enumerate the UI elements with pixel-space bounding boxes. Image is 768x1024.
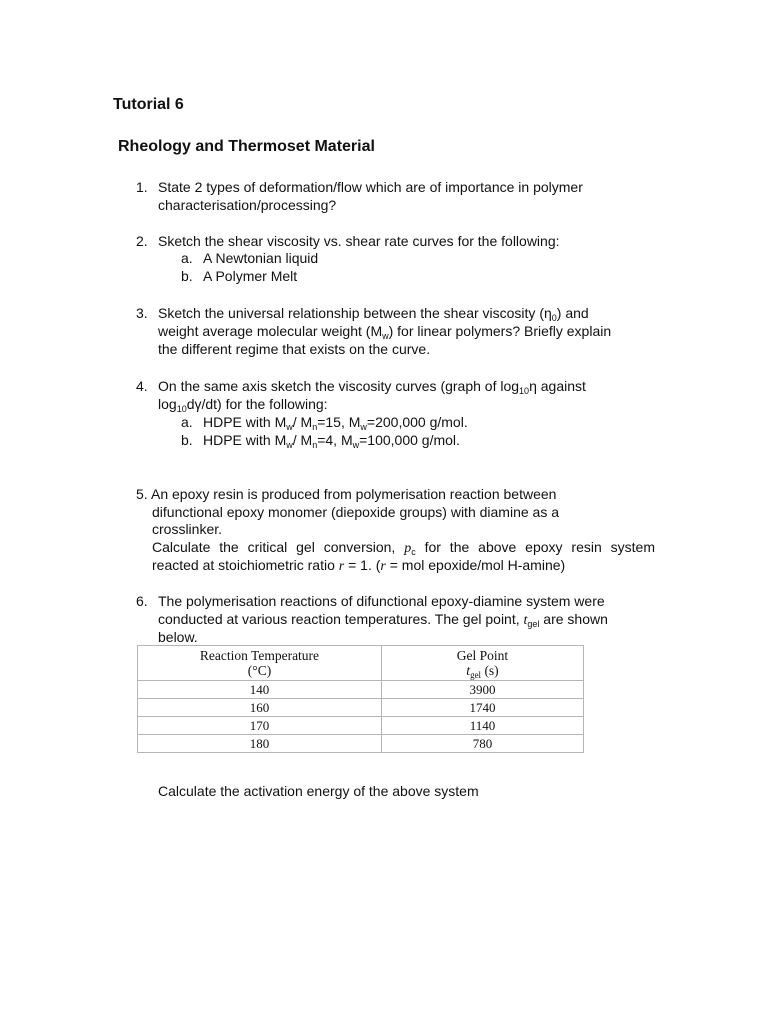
sub-item-label: b. [181,432,193,448]
sub-item-text: HDPE with $M_w/$ $M_n=4$, $M_w=100,000$ g/mol. [203,432,460,450]
table-row [138,699,584,717]
question-number: 2. [136,233,148,249]
question-number: 3. [136,305,148,321]
question-number: 4. [136,378,148,394]
closing-instruction: Calculate the activation energy of the above system [158,783,479,799]
sub-item-text: HDPE with $M_w/$ $M_n=15$, $M_w=200,000$ g/mol. [203,414,468,432]
sub-item-label: a. [181,250,193,266]
question-text-line: Sketch the shear viscosity vs. shear rate curves for the following: [158,233,560,249]
cell-temperature: 170 [138,717,382,735]
question-number: 5. [136,486,148,502]
question-text-line: reacted at stoichiometric ratio r = 1. (r = mol epoxide/mol H-amine) [152,557,566,574]
question-number: 1. [136,179,148,195]
question-text-line: characterisation/processing? [158,197,337,213]
question-text-line: weight average molecular weight $(M_w)$ for linear polymers? Briefly explain [158,323,612,341]
page-title: Tutorial 6 [113,96,184,113]
question-text-line: Sketch the universal relationship between the shear viscosity $(\eta_0)$ and [158,305,589,323]
sub-item-text: A Polymer Melt [203,268,298,284]
question-text-line: difunctional epoxy monomer (diepoxide groups) with diamine as a [152,504,559,520]
cell-temperature: 180 [138,735,382,753]
sub-item-label: b. [181,268,193,284]
cell-gel-point: 3900 [382,681,584,699]
question-text-line: The polymerisation reactions of difunctional epoxy-diamine system were [158,593,605,609]
page-subtitle: Rheology and Thermoset Material [118,138,375,155]
header-reaction-temperature: Reaction Temperature (°C) [138,646,382,681]
question-text-line: below. [158,629,198,645]
cell-gel-point: 780 [382,735,584,753]
question-text-line: the different regime that exists on the curve. [158,341,431,357]
header-gel-point: Gel Point $t_{gel}$ (s) [382,646,584,681]
cell-gel-point: 1140 [382,717,584,735]
table-row [138,717,584,735]
question-text-line: An epoxy resin is produced from polymerisation reaction between [151,486,557,502]
gel-point-table [137,645,584,753]
question-text-line: $\log_{10}d\gamma/dt$) for the following: [158,396,328,414]
question-text-line: Calculate the critical gel conversion, $p_c$ for the above epoxy resin system [152,539,655,557]
table-row [138,681,584,699]
question-text-line: conducted at various reaction temperatures. The gel point, $t_{gel}$ are shown [158,611,608,629]
table-row [138,735,584,753]
cell-gel-point: 1740 [382,699,584,717]
question-text-line: crosslinker. [152,521,223,537]
question-number: 6. [136,593,148,609]
question-text-line: On the same axis sketch the viscosity curves (graph of $\log_{10}\eta$ against [158,378,586,396]
cell-temperature: 160 [138,699,382,717]
sub-item-text: A Newtonian liquid [203,250,319,266]
table-header-row [138,646,584,681]
sub-item-label: a. [181,414,193,430]
question-text-line: State 2 types of deformation/flow which are of importance in polymer [158,179,583,195]
cell-temperature: 140 [138,681,382,699]
